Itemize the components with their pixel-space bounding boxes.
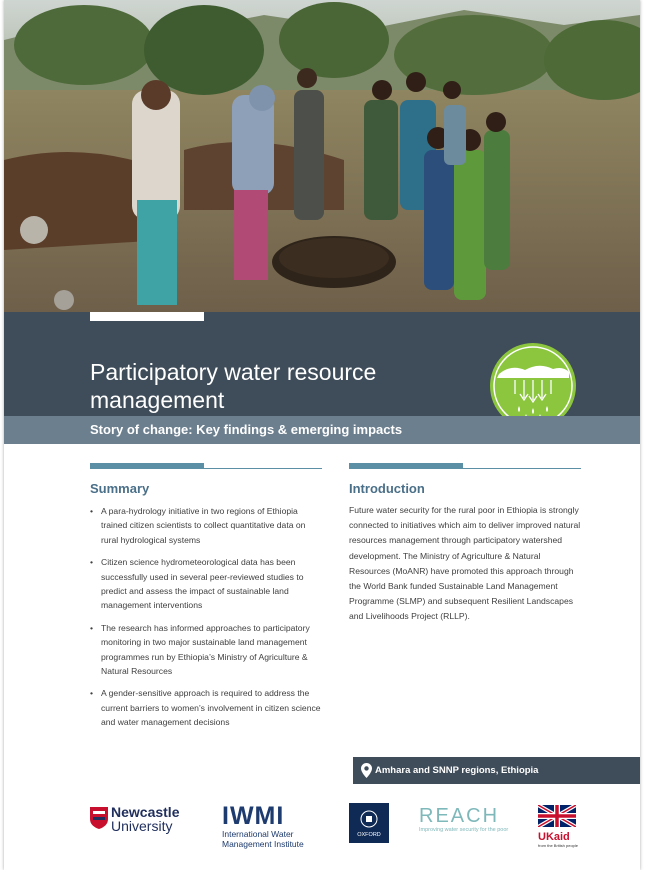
- location-text: Amhara and SNNP regions, Ethiopia: [375, 765, 539, 776]
- introduction-heading: Introduction: [349, 481, 425, 496]
- reach-logo: [419, 805, 508, 833]
- list-item: • A gender-sensitive approach is required to address the current barriers to women’s involvement in citizen science and water management decisions: [90, 686, 322, 729]
- iwmi-line-1: International Water: [222, 829, 294, 839]
- iwmi-line-2: Management Institute: [222, 839, 304, 849]
- page-title: Participatory water resource management: [90, 359, 377, 414]
- newcastle-name-2: University: [111, 818, 173, 834]
- introduction-body: Future water security for the rural poor in Ethiopia is strongly connected to initiatives which aim to deliver improved natural resources management through participatory watershed development. The Ministry of Agriculture & Natural Resources (MoANR) have promoted this approach through the World Bank funded Sustainable Land Management Programme (SLMP) and subsequent Resilient Landscapes and Livelihoods Project (RLLP).: [349, 505, 581, 622]
- iwmi-mark: IWMI: [222, 802, 285, 830]
- location-band: [353, 757, 640, 784]
- oxford-text: OXFORD: [357, 832, 381, 838]
- reach-tagline: Improving water security for the poor: [419, 827, 509, 833]
- list-item: • The research has informed approaches to participatory monitoring in two major sustainable land management programmes run by Ethiopia’s Ministry of Agriculture & Natural Resources: [90, 621, 322, 679]
- union-flag-icon: [538, 805, 576, 827]
- page-subtitle: Story of change: Key findings & emerging impacts: [90, 422, 403, 437]
- document-page: [4, 0, 640, 870]
- hero-photo: [4, 0, 640, 312]
- location-pin-icon: [361, 763, 372, 778]
- accent-tab: [90, 312, 204, 321]
- oxford-crest-icon: [349, 805, 389, 833]
- newcastle-name-1: Newcastle: [111, 804, 180, 820]
- oxford-logo: [349, 803, 389, 843]
- list-item: • A para-hydrology initiative in two regions of Ethiopia trained citizen scientists to collect quantitative data on rural hydrological systems: [90, 504, 322, 547]
- ukaid-mark: UKaid: [538, 831, 570, 843]
- ukaid-tagline: from the British people: [538, 843, 579, 848]
- ukaid-logo: [538, 805, 578, 848]
- iwmi-logo: [222, 803, 304, 849]
- summary-heading: Summary: [90, 481, 150, 496]
- summary-list: [90, 504, 322, 738]
- newcastle-crest-icon: [90, 807, 108, 829]
- field-photo-illustration: [4, 0, 640, 312]
- reach-mark: REACH: [419, 805, 500, 827]
- list-item: • Citizen science hydrometeorological data has been successfully used in several peer-reviewed studies to predict and assess the impact of sustainable land management interventions: [90, 555, 322, 613]
- summary-rule: [90, 463, 322, 469]
- intro-rule: [349, 463, 581, 469]
